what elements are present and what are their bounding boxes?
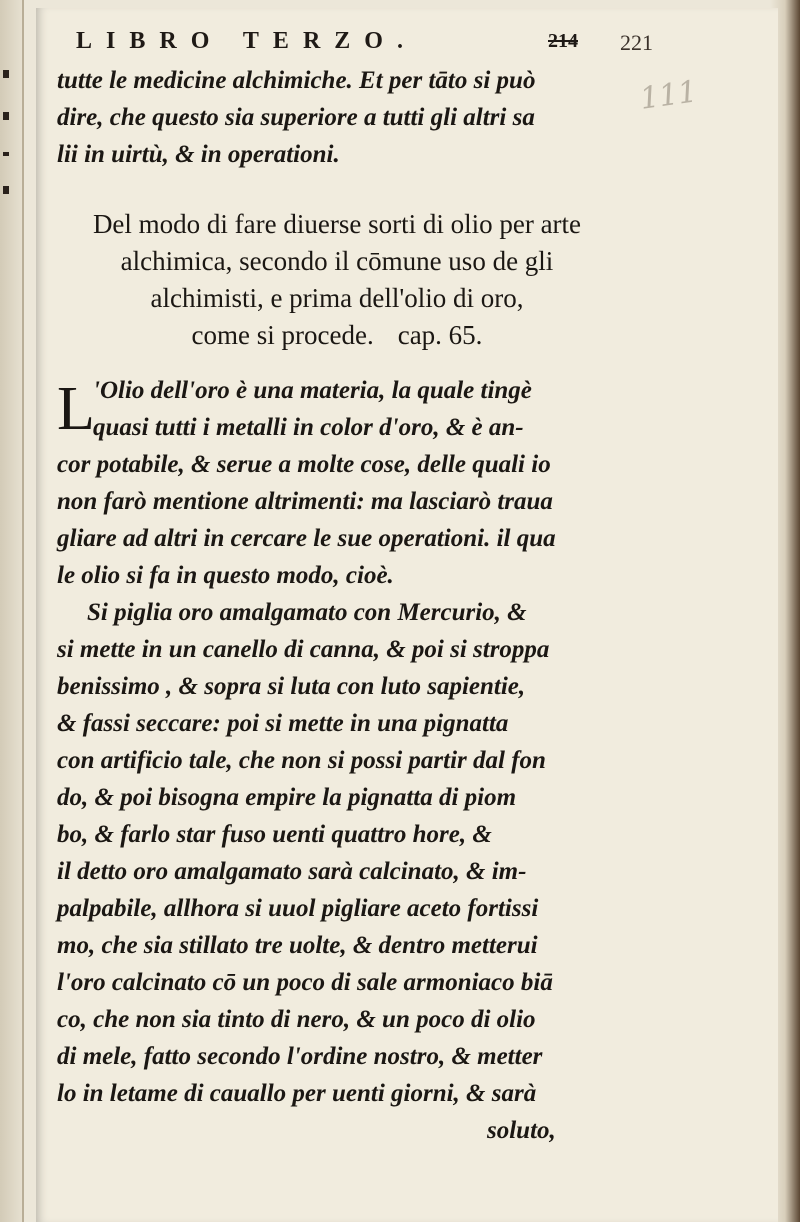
ink-mark	[3, 186, 9, 194]
ink-mark	[3, 112, 9, 120]
text-line: con artificio tale, che non si possi partir dal fon	[57, 747, 546, 774]
text-line: do, & poi bisogna empire la pignatta di piom	[57, 784, 517, 811]
text-line: gliare ad altri in cercare le sue operationi. il qua	[57, 525, 556, 552]
text-line: Si piglia oro amalgamato con Mercurio, &	[87, 599, 527, 626]
ink-mark	[3, 70, 9, 78]
facing-page-edge	[0, 0, 24, 1222]
folio-struck-number: 214	[548, 30, 578, 52]
text-line: lii in uirtù, & in operationi.	[57, 141, 340, 168]
heading-line: alchimica, secondo il cōmune uso de gli	[120, 246, 554, 276]
chapter-heading	[57, 206, 617, 354]
drop-cap: L	[57, 375, 95, 443]
text-line: l'oro calcinato cō un poco di sale armoniaco biā	[57, 969, 553, 996]
text-line: mo, che sia stillato tre uolte, & dentro metterui	[57, 932, 538, 959]
text-line: il detto oro amalgamato sarà calcinato, & im-	[57, 858, 527, 885]
text-line: & fassi seccare: poi si mette in una pignatta	[57, 710, 509, 737]
text-line: bo, & farlo star fuso uenti quattro hore, &	[57, 821, 492, 848]
text-line: quasi tutti i metalli in color d'oro, & è an-	[93, 414, 524, 441]
heading-line	[57, 317, 617, 354]
text-line: palpabile, allhora si uuol pigliare aceto fortissi	[57, 895, 539, 922]
text-line: cor potabile, & serue a molte cose, delle quali io	[57, 451, 551, 478]
folio-handwritten-number: 221	[620, 30, 653, 55]
heading-line-text: come si procede.	[191, 320, 374, 350]
ink-mark	[3, 152, 9, 156]
text-line: co, che non sia tinto di nero, & un poco di olio	[57, 1006, 536, 1033]
body-paragraph	[57, 372, 627, 1149]
text-line: lo in letame di cauallo per uenti giorni, & sarà	[57, 1080, 537, 1107]
text-line: 'Olio dell'oro è una materia, la quale tingè	[93, 377, 532, 404]
text-line: non farò mentione altrimenti: ma lasciarò traua	[57, 488, 553, 515]
intro-paragraph	[57, 62, 627, 173]
heading-line: alchimisti, e prima dell'olio di oro,	[150, 283, 524, 313]
text-line: soluto,	[487, 1117, 556, 1144]
chapter-number: cap. 65.	[397, 320, 483, 350]
text-line: si mette in un canello di canna, & poi si stroppa	[57, 636, 550, 663]
text-line: di mele, fatto secondo l'ordine nostro, & metter	[57, 1043, 543, 1070]
running-title: LIBRO TERZO.	[76, 28, 417, 54]
text-line: benissimo , & sopra si luta con luto sapientie,	[57, 673, 526, 700]
heading-line: Del modo di fare diuerse sorti di olio per arte	[92, 209, 582, 239]
text-line: le olio si fa in questo modo, cioè.	[57, 562, 394, 589]
pencil-annotation: 111	[637, 74, 700, 117]
text-line: dire, che questo sia superiore a tutti gli altri sa	[57, 104, 535, 131]
page-header	[76, 28, 686, 62]
text-line: tutte le medicine alchimiche. Et per tāto si può	[57, 67, 536, 94]
